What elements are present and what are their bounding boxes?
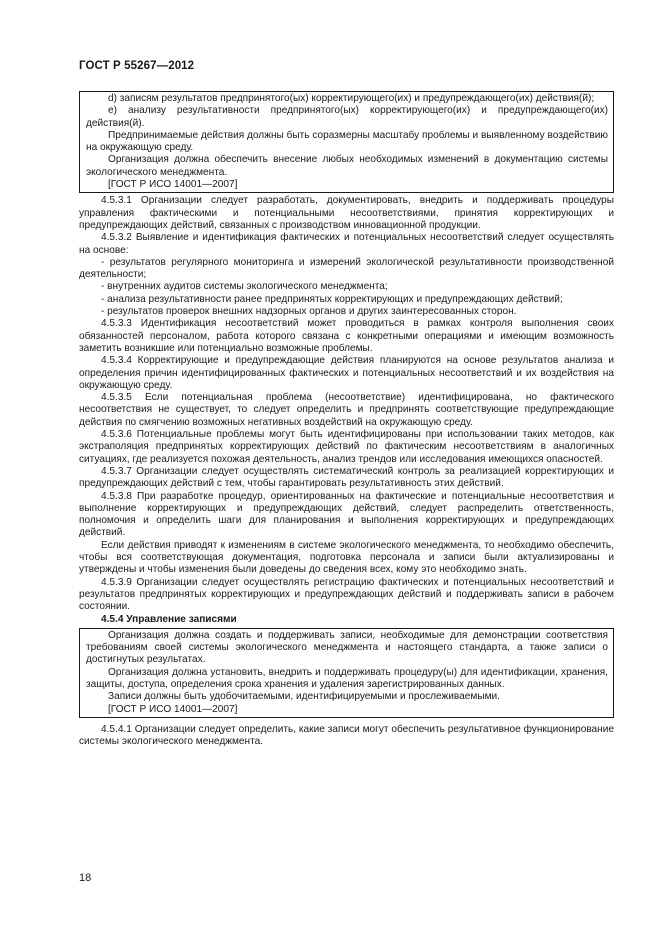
quote-reference: [ГОСТ Р ИСО 14001—2007] [108,703,238,715]
quote-line: e) анализу результативности предпринятого(ых) корректирующего(их) и предупреждающего(их) действия(й). [86,105,608,129]
body-section-1 [79,193,614,613]
paragraph: 4.5.3.2 Выявление и идентификация фактических и потенциальных несоответствий следует осуществлять на основе: [79,232,614,256]
quote-box-standard-excerpt-2 [79,628,614,718]
page-content [79,91,614,748]
page-number: 18 [79,872,92,884]
paragraph: 4.5.3.7 Организации следует осуществлять систематический контроль за реализацией корректирующих и предупреждающих действий с тем, чтобы гарантировать результативность этих действий. [79,465,614,490]
list-item: - анализа результативности ранее предпринятых корректирующих и предупреждающих действий; [101,293,563,305]
paragraph: 4.5.3.1 Организации следует разработать, документировать, внедрить и поддерживать процедуры управления фактическими и потенциальными несоответствиями, принятия корректирующих и предупреждающих действий, связанных с производством инновационной продукции. [79,195,614,231]
section-heading: 4.5.4 Управление записями [101,614,237,626]
paragraph: 4.5.3.8 При разработке процедур, ориентированных на фактические и потенциальные несоответствия и выполнение корректирующих и предупреждающих действий, следует распределить ответственность, полномочия и определить шаги для планирования и выполнения корректирующих и предупреждающих действий. [79,490,614,539]
paragraph: Если действия приводят к изменениям в системе экологического менеджмента, то необходимо обеспечить, чтобы вся соответствующая документация, подготовка персонала и записи были актуализированы и утверждены и чтобы изменения были доведены до сведения всех, кому это необходимо знать. [79,539,614,576]
quote-reference: [ГОСТ Р ИСО 14001—2007] [108,179,238,191]
list-item: - результатов проверок внешних надзорных органов и других заинтересованных сторон. [101,306,517,318]
quote-box-standard-excerpt-1 [79,91,614,193]
paragraph: 4.5.3.6 Потенциальные проблемы могут быть идентифицированы при использовании таких методов, как экстраполяция предпринятых корректирующих действий по фактическим несоответствиям в аналогичных ситуациях, где реализуется похожая деятельность, анализ трендов или исследования имеющихся опасностей. [79,429,614,465]
body-section-3 [79,718,614,749]
quote-line: Организация должна установить, внедрить и поддерживать процедуру(ы) для идентификации, хранения, защиты, доступа, определения срока хранения и удаления зарегистрированных данных. [86,666,608,690]
paragraph: 4.5.3.5 Если потенциальная проблема (несоответствие) идентифицирована, но фактического несоответствия не существует, то следует определить и предпринять соответствующие предупреждающие действия по смягчению возможных негативных воздействий на окружающую среду. [79,392,614,428]
document-header: ГОСТ Р 55267—2012 [79,60,195,72]
paragraph: 4.5.3.4 Корректирующие и предупреждающие действия планируются на основе результатов анализа и определения причин идентифицированных фактических и потенциальных несоответствий и их воздействия на окружающую среду. [79,355,614,391]
quote-line: Записи должны быть удобочитаемыми, идентифицируемыми и прослеживаемыми. [108,691,500,703]
list-item: - результатов регулярного мониторинга и измерений экологической результативности производственной деятельности; [79,256,614,281]
quote-line: Организация должна создать и поддерживать записи, необходимые для демонстрации соответствия требованиям своей системы экологического менеджмента и настоящего стандарта, а также записи о достигнутых результатах. [86,629,608,666]
quote-line: Организация должна обеспечить внесение любых необходимых изменений в документацию системы экологического менеджмента. [86,154,608,178]
list-item: - внутренних аудитов системы экологического менеджмента; [101,281,388,293]
paragraph: 4.5.3.9 Организации следует осуществлять регистрацию фактических и потенциальных несоответствий и результатов предпринятых корректирующих и предупреждающих действий и поддерживать записи в рабочем состоянии. [79,576,614,613]
paragraph: 4.5.3.3 Идентификация несоответствий может проводиться в рамках контроля выполнения своих обязанностей персоналом, работа которого связана с конкретными операциями и имеющим возможность заметить возникшие или потенциально возможные проблемы. [79,318,614,354]
paragraph: 4.5.4.1 Организации следует определить, какие записи могут обеспечить результативное функционирование системы экологического менеджмента. [79,723,614,748]
quote-line: Предпринимаемые действия должны быть соразмерны масштабу проблемы и выявленному воздействию на окружающую среду. [86,129,608,154]
quote-line: d) записям результатов предпринятого(ых) корректирующего(их) и предупреждающего(их) действия(й); [108,93,595,104]
